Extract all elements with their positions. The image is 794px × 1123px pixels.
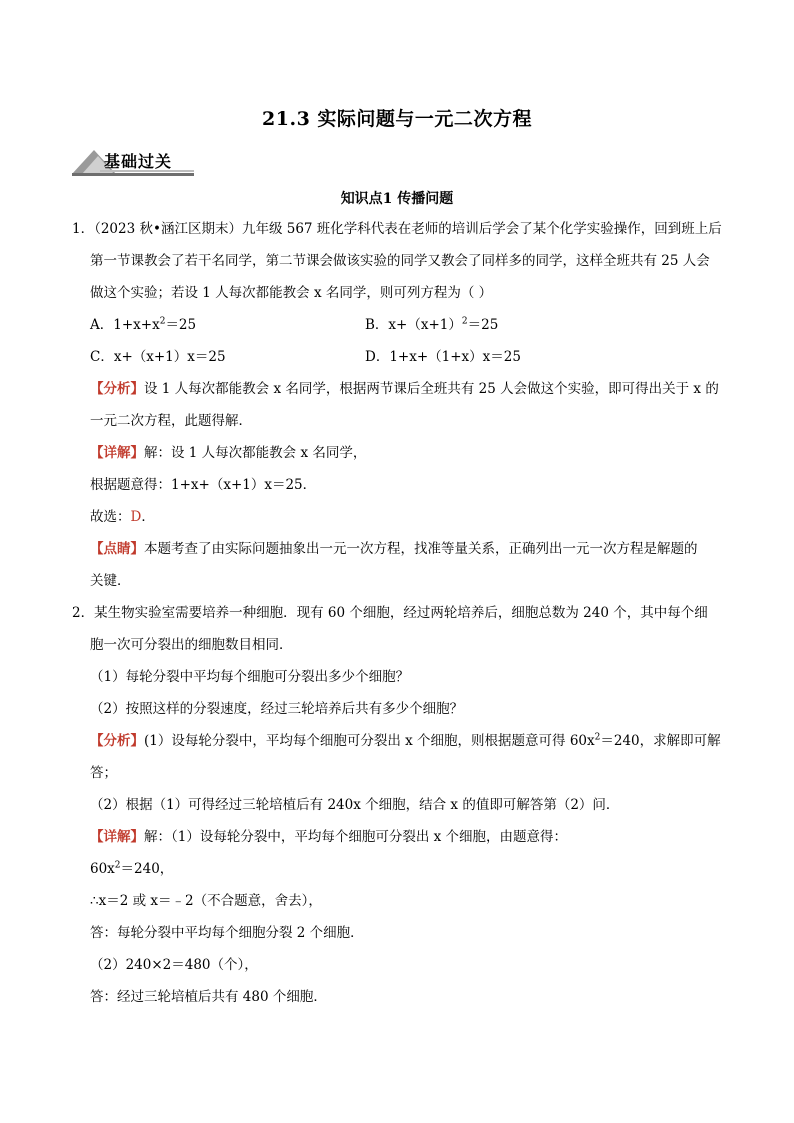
q2-detail-line-5: （2）240×2＝480（个）， [90,957,258,973]
section-heading: 知识点1 传播问题 [340,191,454,207]
q2-detail-line-4: 答：每轮分裂中平均每个细胞分裂 2 个细胞． [90,925,364,941]
q2-analysis-line-3: （2）根据（1）可得经过三轮培植后有 240x 个细胞，结合 x 的值即可解答第（2）问． [90,797,620,813]
q2-detail-line-3: ∴x＝2 或 x＝﹣2（不合题意，舍去）， [90,893,322,909]
q1-detail-line-3: 故选：D． [90,509,155,525]
page-title: 21.3 实际问题与一元二次方程 [262,108,532,130]
q1-detail-line-1: 【详解】解：设 1 人每次都能教会 x 名同学， [90,445,367,461]
q1-detail-line-2: 根据题意得：1+x+（x+1）x＝25． [90,477,317,493]
q2-sub-question-1: （1）每轮分裂中平均每个细胞可分裂出多少个细胞？ [90,669,410,685]
q2-detail-line-6: 答：经过三轮培植后共有 480 个细胞． [90,989,327,1005]
q2-analysis-line-2: 答； [90,765,117,781]
q1-option-a: A．$1+x+x^2=25$ [90,316,197,333]
q1-comment-line-1: 【点睛】本题考查了由实际问题抽象出一元一次方程，找准等量关系，正确列出一元一次方程是解题的 [90,541,698,557]
q2-detail-line-2: $60x^2=240$， [90,860,174,877]
q2-analysis-line-1: 【分析】(1）设每轮分裂中，平均每个细胞可分裂出 x 个细胞，则根据题意可得 $60x^2=240$，求解即可解 [90,732,721,749]
q1-comment-line-2: 关键． [90,573,131,589]
q1-analysis-line-2: 一元二次方程，此题得解． [90,413,252,429]
q1-analysis-line-1: 【分析】设 1 人每次都能教会 x 名同学，根据两节课后全班共有 25 人会做这个实验，即可得出关于 x 的 [90,381,719,397]
banner-label: 基础过关 [104,152,173,171]
q1-option-b: B．$x+(x+1)^2=25$ [365,316,499,333]
q2-line-1: 2．某生物实验室需要培养一种细胞．现有 60 个细胞，经过两轮培养后，细胞总数为 240 个，其中每个细 [72,605,708,621]
q1-line-3: 做这个实验；若设 1 人每次都能教会 x 名同学，则可列方程为（ ） [90,285,493,301]
q2-line-2: 胞一次可分裂出的细胞数目相同． [90,637,293,653]
q2-detail-line-1: 【详解】解：（1）设每轮分裂中，平均每个细胞可分裂出 x 个细胞，由题意得： [90,829,568,845]
q1-option-d: D．1+x+（1+x）x＝25 [365,349,521,365]
q2-sub-question-2: （2）按照这样的分裂速度，经过三轮培养后共有多少个细胞？ [90,701,464,717]
q1-option-c: C．x+（x+1）x＝25 [90,349,226,365]
q1-line-2: 第一节课教会了若干名同学，第二节课会做该实验的同学又教会了同样多的同学，这样全班共有 25 人会 [90,253,710,269]
q1-line-1: 1．（2023 秋•涵江区期末）九年级 567 班化学科代表在老师的培训后学会了某个化学实验操作，回到班上后 [72,221,722,237]
